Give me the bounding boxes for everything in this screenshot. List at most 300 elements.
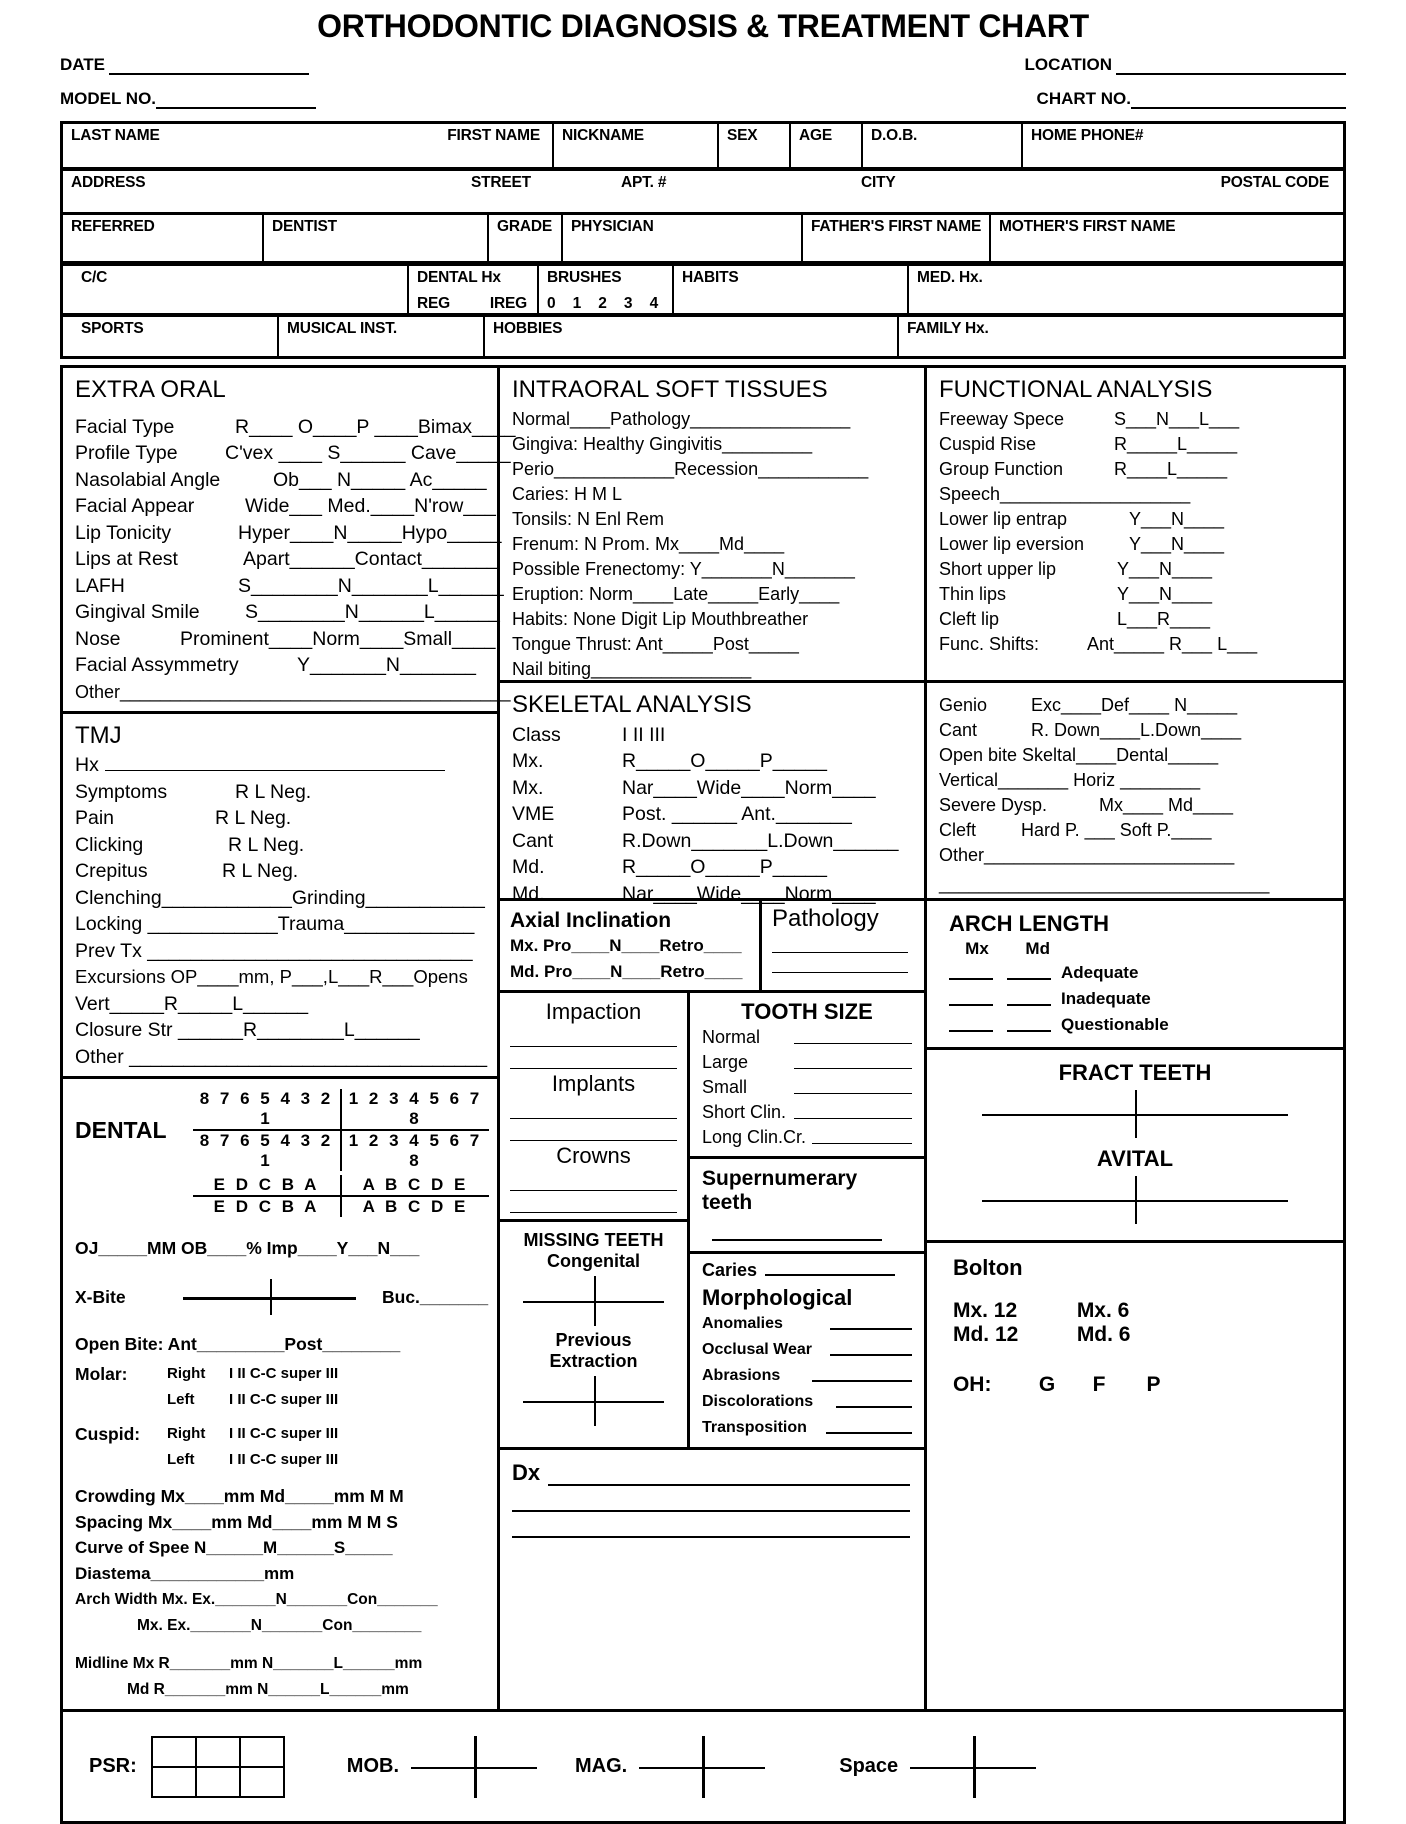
extra-oral-row[interactable] bbox=[75, 652, 489, 679]
row-options[interactable]: Ob___ N_____ Ac_____ bbox=[273, 468, 487, 491]
patient-row-4 bbox=[63, 263, 1343, 315]
cuspid-right-row[interactable] bbox=[167, 1421, 338, 1447]
psr-grid[interactable] bbox=[151, 1736, 285, 1798]
tmj-row[interactable] bbox=[75, 779, 489, 806]
row-options[interactable]: Apart______Contact_______ bbox=[243, 548, 498, 570]
skeletal-row[interactable] bbox=[512, 748, 916, 775]
genio-row[interactable] bbox=[939, 793, 1335, 818]
caries-label: Caries bbox=[702, 1259, 758, 1280]
model-no-field[interactable] bbox=[60, 89, 316, 109]
patient-row-5 bbox=[63, 315, 1343, 356]
extra-oral-row[interactable] bbox=[75, 599, 500, 626]
row-label: Nasolabial Angle bbox=[75, 468, 221, 491]
label-brushes: BRUSHES bbox=[547, 268, 622, 286]
functional-row[interactable] bbox=[939, 407, 1335, 432]
row-label: Lower lip entrap bbox=[938, 508, 1068, 529]
chart-no-input-rule[interactable] bbox=[1131, 92, 1346, 109]
oj-ob-row[interactable]: OJ_____MM OB____% Imp____Y___N___ bbox=[75, 1238, 420, 1258]
crowding-row[interactable] bbox=[75, 1483, 489, 1509]
tmj-hx-label: Hx bbox=[75, 754, 99, 776]
tooth-size-row[interactable] bbox=[702, 1050, 912, 1075]
fract-teeth-cross-diagram[interactable] bbox=[953, 1086, 1317, 1142]
decid-upper-left-quadrant[interactable]: E D C B A bbox=[213, 1175, 320, 1194]
row-options[interactable]: Y_______N_______ bbox=[297, 654, 476, 676]
intraoral-row[interactable]: Gingiva: Healthy Gingivitis_________ bbox=[512, 433, 813, 454]
arch-length-row[interactable] bbox=[949, 963, 1325, 983]
cell-family-hx[interactable] bbox=[898, 316, 1343, 356]
cell-brushes[interactable] bbox=[538, 264, 673, 314]
cell-age[interactable] bbox=[790, 124, 862, 168]
functional-row[interactable] bbox=[939, 432, 1335, 457]
oh-option-p[interactable]: P bbox=[1146, 1372, 1161, 1396]
psr-cell[interactable] bbox=[196, 1737, 240, 1767]
row-options[interactable]: S________N_______L______ bbox=[238, 574, 504, 597]
row-options[interactable]: R L Neg. bbox=[222, 860, 299, 882]
cell-physician[interactable] bbox=[562, 214, 802, 262]
missing-teeth-heading: MISSING TEETH bbox=[523, 1229, 664, 1250]
row-options[interactable]: R.Down_______L.Down______ bbox=[622, 829, 899, 852]
row-options[interactable]: C'vex ____ S______ Cave_____ bbox=[225, 442, 511, 464]
class-options[interactable]: I II C-C super III bbox=[229, 1425, 339, 1442]
row-options[interactable]: L___R____ bbox=[1116, 608, 1211, 629]
toothsize-column bbox=[690, 993, 924, 1447]
functional-row[interactable] bbox=[939, 482, 1335, 507]
row-options[interactable]: R L Neg. bbox=[215, 807, 292, 829]
open-bite-row[interactable]: Open Bite: Ant_________Post________ bbox=[75, 1334, 401, 1354]
supernumerary-rule[interactable] bbox=[712, 1215, 882, 1241]
label-first-name: FIRST NAME bbox=[447, 127, 540, 144]
side-label: Right bbox=[167, 1425, 206, 1442]
row-options[interactable]: R____ O____P ____Bimax____ bbox=[235, 415, 516, 438]
dx-rule-2[interactable] bbox=[512, 1486, 910, 1512]
label-med-hx: MED. Hx. bbox=[917, 268, 983, 286]
morph-row[interactable] bbox=[702, 1415, 912, 1441]
opt-ireg[interactable]: IREG bbox=[489, 294, 527, 312]
functional-row[interactable] bbox=[939, 632, 1335, 657]
tmj-locking-row[interactable]: Locking ____________Trauma____________ bbox=[75, 913, 475, 935]
missing-teeth-box bbox=[500, 1219, 687, 1430]
row-label: Cant bbox=[512, 829, 554, 852]
intraoral-row[interactable]: Eruption: Norm____Late_____Early____ bbox=[512, 583, 840, 604]
tmj-section bbox=[63, 714, 497, 1079]
row-rule[interactable] bbox=[794, 1081, 912, 1094]
decid-lower-right-quadrant[interactable]: A B C D E bbox=[362, 1197, 469, 1216]
intraoral-row[interactable]: Frenum: N Prom. Mx____Md____ bbox=[512, 533, 785, 554]
extra-oral-row[interactable] bbox=[75, 414, 516, 441]
spacing-row[interactable] bbox=[75, 1509, 489, 1535]
row-options[interactable]: I II III bbox=[622, 723, 666, 746]
perm-upper-right-quadrant[interactable]: 1 2 3 4 5 6 7 8 bbox=[348, 1089, 483, 1128]
genio-row[interactable] bbox=[939, 843, 1335, 868]
decid-lower-left-quadrant[interactable]: E D C B A bbox=[213, 1197, 320, 1216]
label-habits: HABITS bbox=[682, 268, 739, 286]
extra-oral-row[interactable] bbox=[75, 573, 504, 600]
dx-rule-1[interactable] bbox=[548, 1470, 910, 1486]
bolton-mx12[interactable]: Mx. 12 bbox=[952, 1298, 1018, 1322]
chart-no-label: CHART NO. bbox=[1036, 89, 1131, 108]
skeletal-row[interactable] bbox=[512, 722, 916, 749]
extra-oral-row[interactable] bbox=[75, 520, 502, 547]
oh-option-f[interactable]: F bbox=[1092, 1372, 1106, 1396]
oh-row[interactable] bbox=[953, 1373, 1317, 1397]
extra-oral-row[interactable] bbox=[75, 440, 511, 467]
row-label: Genio bbox=[938, 694, 988, 715]
row-options[interactable]: Ant_____ R___ L___ bbox=[1086, 633, 1258, 654]
previous-extraction-cross-diagram[interactable] bbox=[510, 1372, 677, 1430]
genio-row[interactable] bbox=[939, 768, 1335, 793]
intraoral-row[interactable]: Possible Frenectomy: Y_______N_______ bbox=[512, 558, 855, 579]
perm-upper-left-quadrant[interactable]: 8 7 6 5 4 3 2 1 bbox=[199, 1089, 334, 1128]
crowns-line-2[interactable] bbox=[510, 1191, 677, 1213]
row-label: Md. bbox=[512, 856, 545, 878]
row-rule[interactable] bbox=[794, 1106, 912, 1119]
opt-brush-1[interactable]: 1 bbox=[572, 294, 582, 312]
caries-row[interactable] bbox=[702, 1260, 912, 1281]
dx-row-1[interactable] bbox=[512, 1460, 910, 1486]
psr-cell[interactable] bbox=[196, 1767, 240, 1797]
functional-row[interactable] bbox=[939, 607, 1335, 632]
label-family-hx: FAMILY Hx. bbox=[907, 319, 989, 337]
dental-header-row bbox=[75, 1089, 489, 1171]
row-label: Short Clin. bbox=[702, 1101, 787, 1122]
row-rule[interactable] bbox=[826, 1422, 912, 1434]
extra-oral-row[interactable] bbox=[75, 493, 496, 520]
skeletal-row[interactable] bbox=[512, 801, 916, 828]
row-options[interactable]: Prominent____Norm____Small____ bbox=[180, 627, 496, 650]
curve-of-spee-row[interactable]: Curve of Spee N______M______S_____ bbox=[75, 1538, 393, 1557]
pathology-heading: Pathology bbox=[772, 904, 879, 932]
label-hobbies: HOBBIES bbox=[493, 319, 563, 337]
supernumerary-heading: Supernumerary teeth bbox=[702, 1166, 858, 1214]
molar-block bbox=[75, 1361, 489, 1413]
dental-heading: DENTAL bbox=[75, 1116, 167, 1143]
row-label: Short upper lip bbox=[938, 558, 1057, 579]
arch-width-row-1[interactable]: Arch Width Mx. Ex._______N_______Con_______ bbox=[75, 1591, 438, 1608]
row-rule[interactable] bbox=[836, 1396, 912, 1408]
intraoral-row[interactable]: Habits: None Digit Lip Mouthbreather bbox=[512, 608, 809, 629]
right-column bbox=[927, 368, 1343, 1710]
arch-length-cols bbox=[949, 939, 1325, 959]
label-physician: PHYSICIAN bbox=[571, 218, 654, 235]
row-rule[interactable] bbox=[794, 1056, 912, 1069]
mag-label: MAG. bbox=[575, 1755, 628, 1777]
tooth-size-row[interactable] bbox=[702, 1100, 912, 1125]
intraoral-row[interactable]: Perio____________Recession___________ bbox=[512, 458, 869, 479]
opt-reg[interactable]: REG bbox=[417, 294, 450, 312]
row-options[interactable]: Hard P. ___ Soft P.____ bbox=[1020, 819, 1212, 840]
intraoral-row[interactable]: Normal____Pathology________________ bbox=[512, 408, 851, 429]
cell-med-hx[interactable] bbox=[908, 264, 1343, 314]
bolton-md12[interactable]: Md. 12 bbox=[952, 1322, 1019, 1346]
row-rule[interactable] bbox=[812, 1131, 912, 1144]
label-dob: D.O.B. bbox=[871, 127, 918, 144]
cuspid-block bbox=[75, 1421, 489, 1473]
psr-cell[interactable] bbox=[152, 1737, 196, 1767]
row-options[interactable]: Wide___ Med.____N'row___ bbox=[245, 495, 496, 517]
label-street: STREET bbox=[471, 174, 531, 191]
crowns-line-1[interactable] bbox=[510, 1169, 677, 1191]
mx-rule[interactable] bbox=[949, 966, 993, 980]
tmj-row[interactable] bbox=[75, 805, 489, 832]
midline-mx-row[interactable]: Midline Mx R_______mm N_______L______mm bbox=[75, 1655, 423, 1672]
genio-row[interactable] bbox=[939, 718, 1335, 743]
row-rule[interactable] bbox=[830, 1344, 912, 1356]
tmj-hx-row[interactable] bbox=[75, 752, 489, 779]
row-rule[interactable] bbox=[794, 1031, 912, 1044]
md-rule[interactable] bbox=[1007, 966, 1051, 980]
row-options[interactable]: Y___N____ bbox=[1128, 508, 1225, 529]
row-options[interactable]: R____L_____ bbox=[1113, 458, 1228, 479]
intraoral-row[interactable]: Tonsils: N Enl Rem bbox=[512, 508, 665, 529]
cell-grade[interactable] bbox=[488, 214, 562, 262]
cell-sex[interactable] bbox=[718, 124, 790, 168]
cell-dental-hx[interactable] bbox=[408, 264, 538, 314]
intraoral-heading: INTRAORAL SOFT TISSUES bbox=[512, 375, 828, 403]
location-field[interactable] bbox=[1024, 55, 1346, 75]
spacing-options[interactable]: Mx____mm Md____mm M M S bbox=[147, 1512, 398, 1532]
row-label: Cant bbox=[938, 719, 977, 740]
morph-row[interactable] bbox=[702, 1311, 912, 1337]
md-rule[interactable] bbox=[1007, 1018, 1051, 1032]
row-options[interactable]: Y___N____ bbox=[1128, 533, 1225, 554]
cell-mother-name[interactable] bbox=[990, 214, 1343, 262]
row-options[interactable]: R L Neg. bbox=[228, 833, 305, 856]
cell-referred[interactable] bbox=[63, 214, 263, 262]
oh-label: OH: bbox=[952, 1372, 992, 1396]
functional-row[interactable] bbox=[939, 507, 1335, 532]
row-options[interactable]: R L Neg. bbox=[235, 780, 312, 803]
label-last-name: LAST NAME bbox=[71, 127, 160, 144]
xbite-cross-diagram[interactable] bbox=[167, 1275, 372, 1319]
psr-cell[interactable] bbox=[152, 1767, 196, 1797]
psr-cell[interactable] bbox=[240, 1737, 284, 1767]
row-options[interactable]: S________N______L______ bbox=[245, 601, 500, 623]
cell-home-phone[interactable] bbox=[1022, 124, 1343, 168]
implants-line-1[interactable] bbox=[510, 1097, 677, 1119]
cell-last-name[interactable] bbox=[63, 124, 553, 168]
class-options[interactable]: I II C-C super III bbox=[229, 1451, 339, 1468]
tmj-other-row[interactable]: Other _________________________________ bbox=[75, 1045, 488, 1068]
psr-cell[interactable] bbox=[240, 1767, 284, 1797]
oh-option-g[interactable]: G bbox=[1038, 1372, 1056, 1396]
functional-row[interactable] bbox=[939, 457, 1335, 482]
skeletal-row[interactable] bbox=[512, 828, 916, 855]
mob-cross-diagram[interactable] bbox=[399, 1732, 549, 1802]
functional-row[interactable] bbox=[939, 582, 1335, 607]
row-options[interactable]: _______________________________________ bbox=[120, 681, 511, 702]
row-options[interactable]: Nar____Wide____Norm____ bbox=[622, 882, 876, 905]
tmj-excursions-row[interactable]: Excursions OP____mm, P___,L___R___Opens bbox=[75, 966, 468, 987]
row-options[interactable]: Exc____Def____ N_____ bbox=[1030, 694, 1238, 715]
cell-hobbies[interactable] bbox=[484, 316, 898, 356]
impaction-toothsize-row bbox=[500, 993, 924, 1447]
row-options[interactable]: ___________________ bbox=[1000, 483, 1191, 504]
axial-md-row[interactable]: Md. Pro____N____Retro____ bbox=[510, 961, 743, 981]
tmj-hx-rule[interactable] bbox=[105, 770, 445, 771]
row-options[interactable]: S___N___L___ bbox=[1113, 408, 1240, 429]
extra-oral-row[interactable] bbox=[75, 546, 498, 573]
row-options[interactable]: _________________________________ bbox=[938, 873, 1270, 894]
morph-row[interactable] bbox=[702, 1389, 912, 1415]
mx-rule[interactable] bbox=[949, 992, 993, 1006]
cell-habits[interactable] bbox=[673, 264, 908, 314]
implants-heading: Implants bbox=[551, 1070, 636, 1096]
tmj-vert-row[interactable]: Vert_____R_____L______ bbox=[75, 992, 309, 1015]
class-options[interactable]: I II C-C super III bbox=[229, 1365, 339, 1382]
skeletal-row[interactable] bbox=[512, 854, 916, 881]
cell-father-name[interactable] bbox=[802, 214, 990, 262]
row-label: Anomalies bbox=[702, 1314, 783, 1332]
axial-inclination-box bbox=[500, 901, 762, 990]
row-rule[interactable] bbox=[812, 1370, 912, 1382]
functional-row[interactable] bbox=[939, 557, 1335, 582]
extra-oral-row[interactable] bbox=[75, 679, 511, 706]
pathology-box bbox=[762, 901, 924, 990]
cell-cc[interactable] bbox=[63, 264, 408, 314]
label-mother-name: MOTHER'S FIRST NAME bbox=[999, 218, 1176, 235]
cell-nickname[interactable] bbox=[553, 124, 718, 168]
cell-musical[interactable] bbox=[278, 316, 484, 356]
pathology-line-2[interactable] bbox=[772, 957, 908, 973]
row-options[interactable]: _________________________ bbox=[984, 844, 1235, 865]
row-label: Crepitus bbox=[75, 860, 148, 882]
tmj-clenching-row[interactable]: Clenching____________Grinding___________ bbox=[75, 886, 485, 909]
space-cross-diagram[interactable] bbox=[898, 1732, 1048, 1802]
row-options[interactable]: R_____L_____ bbox=[1113, 433, 1238, 454]
molar-right-row[interactable] bbox=[167, 1361, 338, 1387]
pathology-line-1[interactable] bbox=[772, 937, 908, 953]
extra-oral-row[interactable] bbox=[75, 626, 496, 653]
bolton-row[interactable] bbox=[953, 1323, 1317, 1347]
psr-label: PSR: bbox=[89, 1755, 137, 1777]
decid-upper-right-quadrant[interactable]: A B C D E bbox=[362, 1175, 469, 1194]
perm-lower-right-quadrant[interactable]: 1 2 3 4 5 6 7 8 bbox=[348, 1131, 483, 1170]
tmj-prev-tx-row[interactable]: Prev Tx ______________________________ bbox=[75, 939, 473, 962]
axial-mx-row[interactable]: Mx. Pro____N____Retro____ bbox=[510, 935, 742, 955]
arch-length-row[interactable] bbox=[949, 1015, 1325, 1035]
morphological-heading: Morphological bbox=[702, 1284, 853, 1310]
location-input-rule[interactable] bbox=[1116, 58, 1346, 75]
crowding-options[interactable]: Mx____mm Md_____mm M M bbox=[160, 1486, 404, 1506]
caries-rule[interactable] bbox=[765, 1264, 895, 1276]
intraoral-row[interactable]: Nail biting________________ bbox=[512, 658, 752, 679]
arch-width-row-2[interactable]: Mx. Ex._______N_______Con________ bbox=[137, 1617, 422, 1634]
left-column bbox=[63, 368, 516, 1710]
intraoral-row[interactable]: Tongue Thrust: Ant_____Post_____ bbox=[512, 633, 799, 654]
bolton-mx6[interactable]: Mx. 6 bbox=[1076, 1298, 1130, 1322]
extra-oral-row[interactable] bbox=[75, 467, 489, 494]
impaction-line-1[interactable] bbox=[510, 1025, 677, 1047]
row-options[interactable]: Y___N____ bbox=[1116, 558, 1213, 579]
genio-row[interactable] bbox=[939, 693, 1335, 718]
row-options[interactable]: R_____O_____P_____ bbox=[622, 750, 827, 772]
label-home-phone: HOME PHONE# bbox=[1031, 127, 1144, 144]
row-options[interactable]: R. Down____L.Down____ bbox=[1030, 719, 1242, 740]
congenital-cross-diagram[interactable] bbox=[510, 1272, 677, 1330]
cell-sports[interactable] bbox=[63, 316, 278, 356]
diastema-row[interactable]: Diastema____________mm bbox=[75, 1564, 295, 1583]
tmj-closure-row[interactable]: Closure Str ______R________L______ bbox=[75, 1019, 420, 1041]
row-rule[interactable] bbox=[830, 1318, 912, 1330]
cell-dob[interactable] bbox=[862, 124, 1022, 168]
cell-dentist[interactable] bbox=[263, 214, 488, 262]
row-options[interactable]: Y___N____ bbox=[1116, 583, 1213, 604]
row-label: Normal bbox=[702, 1026, 761, 1047]
class-options[interactable]: I II C-C super III bbox=[229, 1391, 339, 1408]
row-label: Lips at Rest bbox=[75, 548, 178, 570]
row-options[interactable]: _______ Horiz ________ bbox=[998, 769, 1201, 790]
tooth-size-row[interactable] bbox=[702, 1025, 912, 1050]
label-address: ADDRESS bbox=[71, 174, 146, 191]
functional-row[interactable] bbox=[939, 532, 1335, 557]
mx-rule[interactable] bbox=[949, 1018, 993, 1032]
cell-address[interactable] bbox=[63, 170, 1343, 212]
impaction-line-2[interactable] bbox=[510, 1047, 677, 1069]
row-options[interactable]: R_____O_____P_____ bbox=[622, 856, 827, 878]
tmj-row[interactable] bbox=[75, 858, 489, 885]
tmj-row[interactable] bbox=[75, 832, 489, 859]
fract-avital-box bbox=[927, 1050, 1343, 1243]
midline-md-row[interactable]: Md R_______mm N______L______mm bbox=[127, 1681, 409, 1698]
morph-row[interactable] bbox=[702, 1337, 912, 1363]
model-no-label: MODEL NO. bbox=[60, 89, 157, 108]
genio-row[interactable] bbox=[939, 872, 1335, 897]
dx-rule-3[interactable] bbox=[512, 1512, 910, 1538]
morph-row[interactable] bbox=[702, 1363, 912, 1389]
perm-lower-left-quadrant[interactable]: 8 7 6 5 4 3 2 1 bbox=[199, 1131, 334, 1170]
patient-row-2 bbox=[63, 169, 1343, 212]
row-options[interactable]: Hyper____N_____Hypo_____ bbox=[238, 521, 502, 544]
buc-label[interactable]: Buc._______ bbox=[382, 1287, 489, 1307]
avital-cross-diagram[interactable] bbox=[953, 1172, 1317, 1228]
tooth-size-row[interactable] bbox=[702, 1125, 912, 1150]
genio-row[interactable] bbox=[939, 818, 1335, 843]
cuspid-left-row[interactable] bbox=[167, 1447, 338, 1473]
page-title: ORTHODONTIC DIAGNOSIS & TREATMENT CHART bbox=[317, 8, 1089, 44]
tooth-size-row[interactable] bbox=[702, 1075, 912, 1100]
skeletal-row[interactable] bbox=[512, 775, 916, 802]
md-rule[interactable] bbox=[1007, 992, 1051, 1006]
mag-cross-diagram[interactable] bbox=[627, 1732, 777, 1802]
row-options[interactable]: Nar____Wide____Norm____ bbox=[622, 776, 876, 799]
avital-heading: AVITAL bbox=[1096, 1145, 1174, 1171]
bolton-row[interactable] bbox=[953, 1299, 1317, 1323]
row-options[interactable]: Mx____ Md____ bbox=[1098, 794, 1234, 815]
row-label: Large bbox=[702, 1051, 749, 1072]
opt-brush-0[interactable]: 0 bbox=[547, 294, 556, 312]
opt-brush-2[interactable]: 2 bbox=[598, 294, 607, 312]
opt-brush-4[interactable]: 4 bbox=[649, 294, 658, 312]
row-options[interactable]: Post. ______ Ant._______ bbox=[622, 803, 852, 825]
genio-section bbox=[927, 683, 1343, 901]
row-options[interactable]: ____Dental_____ bbox=[1076, 744, 1219, 765]
opt-brush-3[interactable]: 3 bbox=[623, 294, 633, 312]
date-input-rule[interactable] bbox=[109, 58, 309, 75]
xbite-row[interactable] bbox=[75, 1275, 489, 1319]
molar-left-row[interactable] bbox=[167, 1387, 338, 1413]
label-cc: C/C bbox=[81, 268, 108, 286]
chart-no-field[interactable] bbox=[1037, 89, 1346, 109]
arch-length-row[interactable] bbox=[949, 989, 1325, 1009]
model-no-input-rule[interactable] bbox=[156, 92, 316, 109]
implants-line-2[interactable] bbox=[510, 1119, 677, 1141]
date-field[interactable] bbox=[60, 55, 309, 75]
intraoral-row[interactable]: Caries: H M L bbox=[512, 483, 623, 504]
genio-row[interactable] bbox=[939, 743, 1335, 768]
mob-label: MOB. bbox=[346, 1755, 400, 1777]
row-label: Cuspid Rise bbox=[938, 433, 1037, 454]
bolton-md6[interactable]: Md. 6 bbox=[1076, 1322, 1131, 1346]
